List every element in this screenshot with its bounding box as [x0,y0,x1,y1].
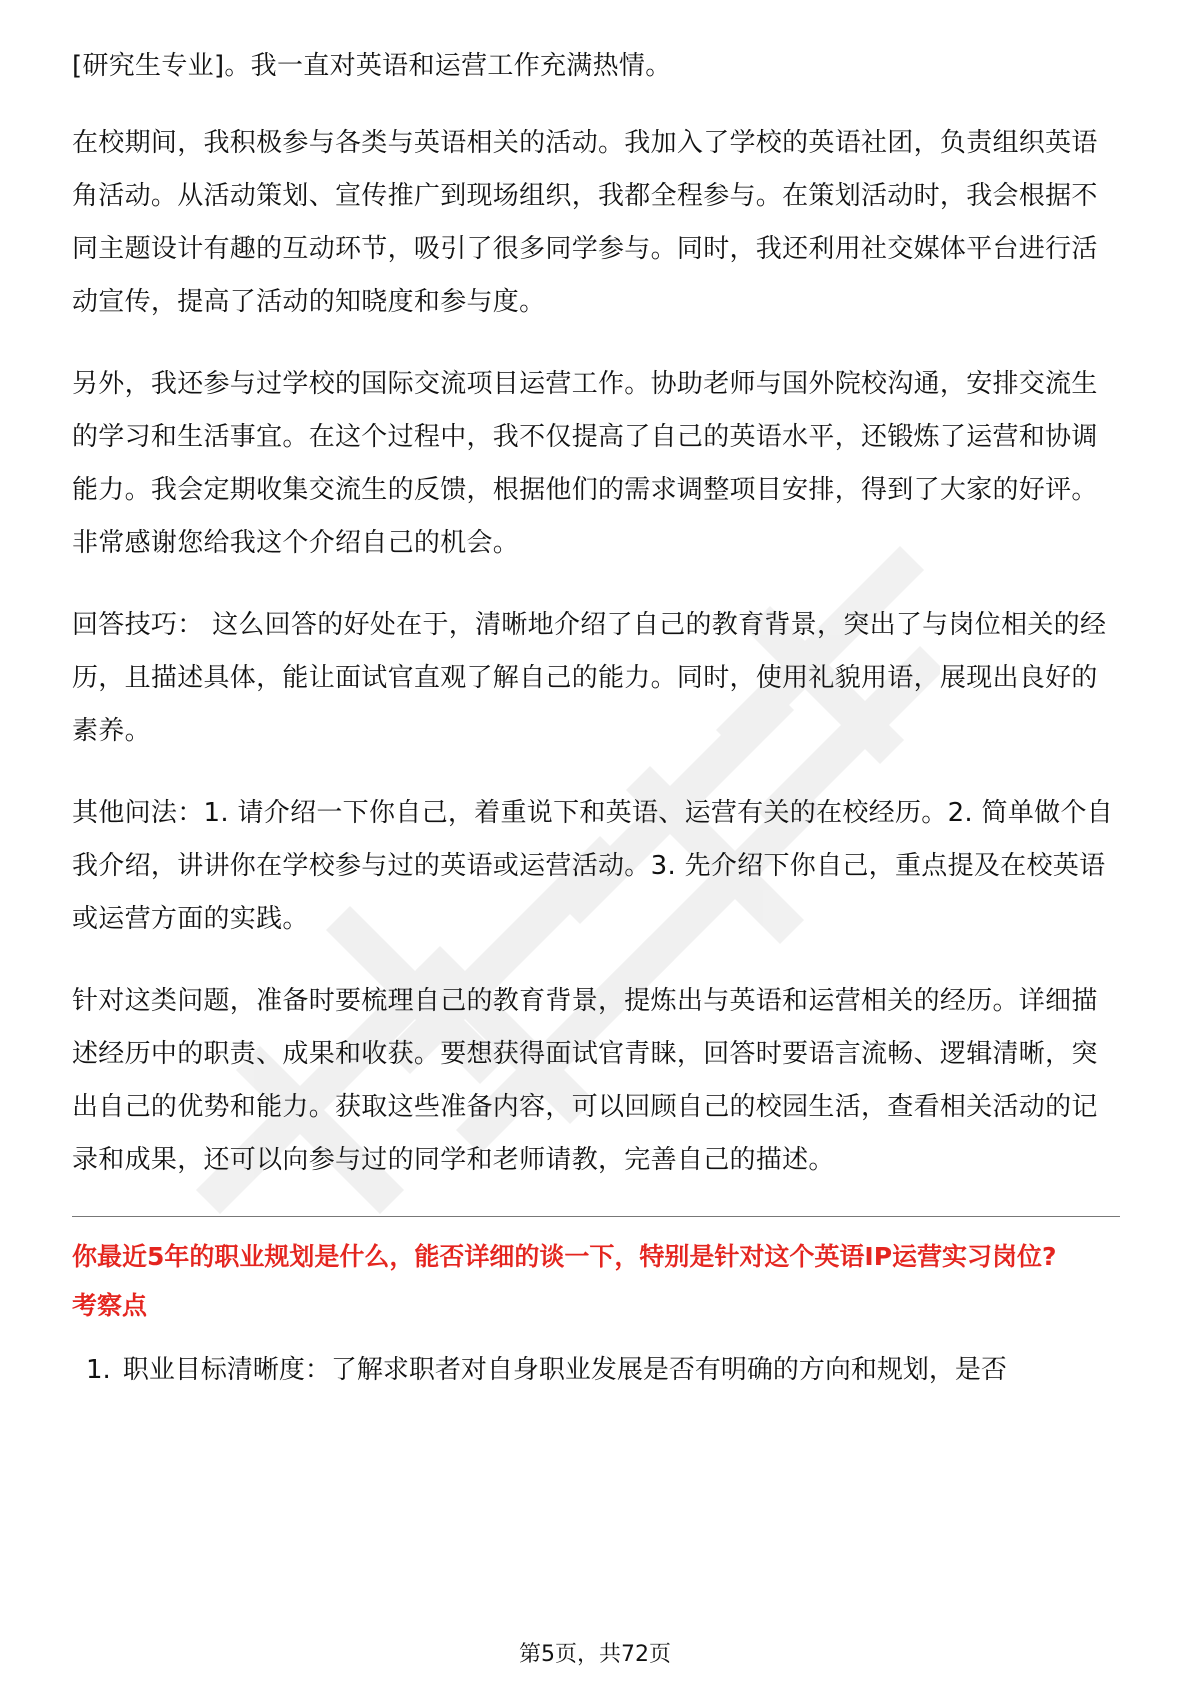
page-content [72,40,1120,1397]
alternative-questions-paragraph: 其他问法：1. 请介绍一下你自己，着重说下和英语、运营有关的在校经历。2. 简单做个自我介绍，讲讲你在学校参与过的英语或运营活动。3. 先介绍下你自己，重点提及在校英语或运营方面的实践。 [72,798,1114,934]
list-item-text: 职业目标清晰度：了解求职者对自身职业发展是否有明确的方向和规划，是否 [122,1355,1007,1385]
list-item [72,1344,1120,1397]
page-number-footer: 第5页，共72页 [519,1642,671,1667]
intro-paragraph: [研究生专业]。我一直对英语和运营工作充满热情。 [72,51,672,81]
list-item-number: 1. [86,1355,111,1385]
preparation-advice-paragraph: 针对这类问题，准备时要梳理自己的教育背景，提炼出与英语和运营相关的经历。详细描述经历中的职责、成果和收获。要想获得面试官青睐，回答时要语言流畅、逻辑清晰，突出自己的优势和能力。获取这些准备内容，可以回顾自己的校园生活，查看相关活动的记录和成果，还可以向参与过的同学和老师请教，完善自己的描述。 [72,986,1098,1175]
assessment-points-heading: 考察点 [72,1291,148,1320]
question-heading: 你最近5年的职业规划是什么，能否详细的谈一下，特别是针对这个英语IP运营实习岗位? [72,1242,1057,1271]
campus-activities-paragraph: 在校期间，我积极参与各类与英语相关的活动。我加入了学校的英语社团，负责组织英语角活动。从活动策划、宣传推广到现场组织，我都全程参与。在策划活动时，我会根据不同主题设计有趣的互动环节，吸引了很多同学参与。同时，我还利用社交媒体平台进行活动宣传，提高了活动的知晓度和参与度。 [72,128,1098,317]
answer-tips-paragraph: 回答技巧： 这么回答的好处在于，清晰地介绍了自己的教育背景，突出了与岗位相关的经历，且描述具体，能让面试官直观了解自己的能力。同时，使用礼貌用语，展现出良好的素养。 [72,610,1107,746]
section-divider [72,1216,1120,1217]
exchange-program-paragraph: 另外，我还参与过学校的国际交流项目运营工作。协助老师与国外院校沟通，安排交流生的学习和生活事宜。在这个过程中，我不仅提高了自己的英语水平，还锻炼了运营和协调能力。我会定期收集交流生的反馈，根据他们的需求调整项目安排，得到了大家的好评。非常感谢您给我这个介绍自己的机会。 [72,369,1098,558]
